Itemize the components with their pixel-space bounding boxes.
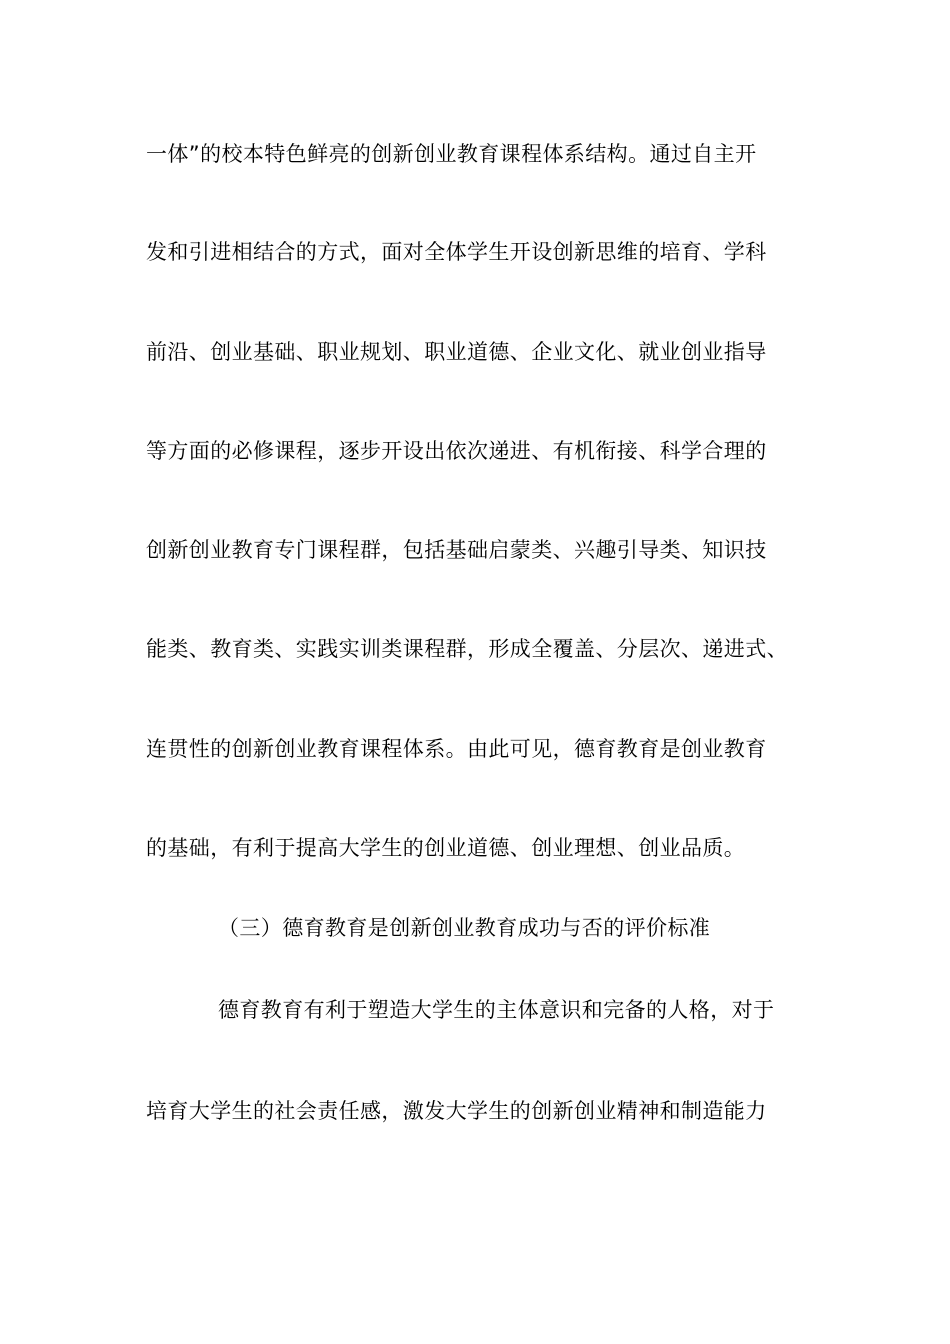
paragraph-line: 的基础，有利于提高大学生的创业道德、创业理想、创业品质。 — [146, 836, 746, 860]
paragraph-line: 德育教育有利于塑造大学生的主体意识和完备的人格，对于 — [218, 998, 775, 1022]
section-heading: （三）德育教育是创新创业教育成功与否的评价标准 — [218, 916, 711, 940]
paragraph-line: 能类、教育类、实践实训类课程群，形成全覆盖、分层次、递进式、 — [146, 637, 788, 661]
paragraph-line: 培育大学生的社会责任感，激发大学生的创新创业精神和制造能力 — [146, 1099, 767, 1123]
paragraph-line: 连贯性的创新创业教育课程体系。由此可见，德育教育是创业教育 — [146, 737, 767, 761]
paragraph-line: 等方面的必修课程，逐步开设出依次递进、有机衔接、科学合理的 — [146, 439, 767, 463]
paragraph-line: 发和引进相结合的方式，面对全体学生开设创新思维的培育、学科 — [146, 240, 767, 264]
paragraph-line: 创新创业教育专门课程群，包括基础启蒙类、兴趣引导类、知识技 — [146, 538, 767, 562]
paragraph-line: 前沿、创业基础、职业规划、职业道德、企业文化、就业创业指导 — [146, 340, 767, 364]
paragraph-line: 一体”的校本特色鲜亮的创新创业教育课程体系结构。通过自主开 — [146, 142, 757, 166]
